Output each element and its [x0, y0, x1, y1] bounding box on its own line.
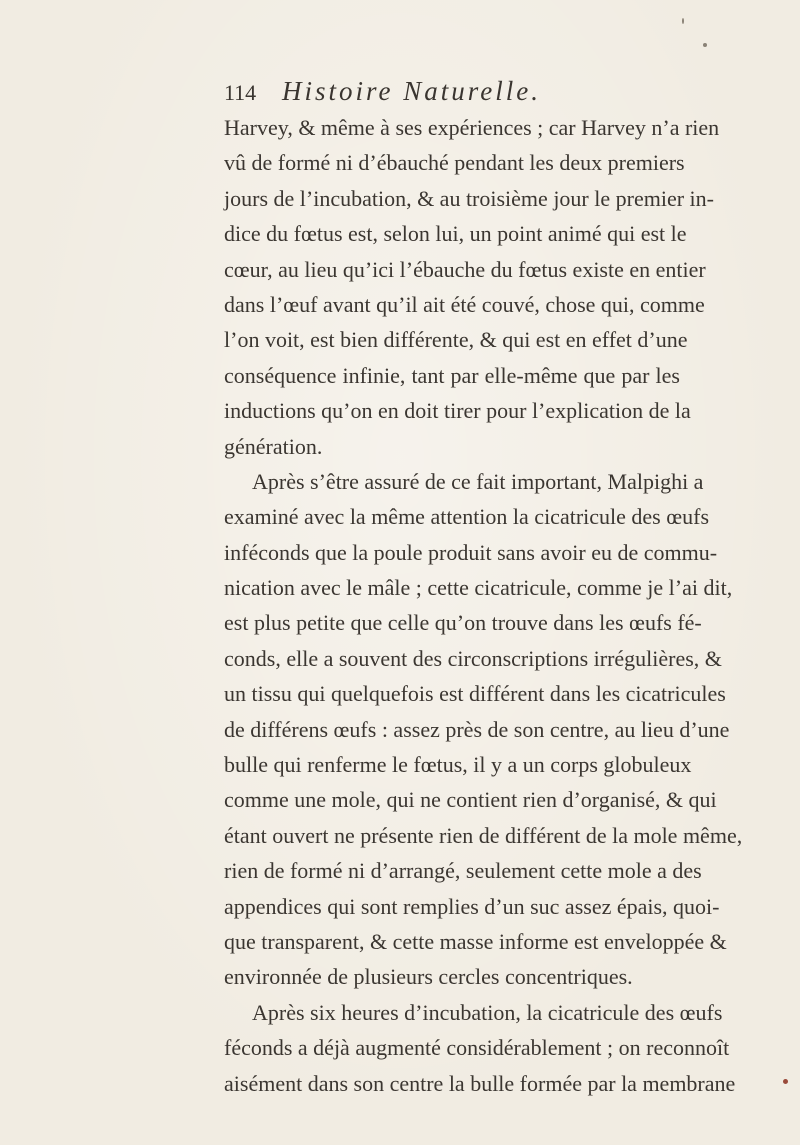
text-line: rien de formé ni d’arrangé, seulement cette mole a des [224, 858, 702, 884]
page-header [224, 76, 694, 106]
text-line: comme une mole, qui ne contient rien d’organisé, & qui [224, 787, 717, 813]
text-line: examiné avec la même attention la cicatricule des œufs [224, 504, 709, 530]
text-line: conséquence infinie, tant par elle-même que par les [224, 362, 680, 388]
running-title: Histoire Naturelle. [282, 76, 541, 106]
text-line: féconds a déjà augmenté considérablement ; on reconnoît [224, 1035, 730, 1061]
text-line: environnée de plusieurs cercles concentriques. [224, 964, 633, 990]
text-line: aisément dans son centre la bulle formée par la membrane [224, 1070, 736, 1096]
text-line: bulle qui renferme le fœtus, il y a un corps globuleux [224, 752, 692, 778]
paper-speck [682, 18, 684, 24]
page-number: 114 [224, 80, 257, 105]
text-line: de différens œufs : assez près de son centre, au lieu d’une [224, 716, 730, 742]
text-line: appendices qui sont remplies d’un suc assez épais, quoi- [224, 893, 720, 919]
text-line: cœur, au lieu qu’ici l’ébauche du fœtus existe en entier [224, 256, 706, 282]
text-line: inféconds que la poule produit sans avoir eu de commu- [224, 539, 718, 565]
text-line: conds, elle a souvent des circonscriptions irrégulières, & [224, 645, 722, 671]
text-line: génération. [224, 433, 323, 459]
text-line: inductions qu’on en doit tirer pour l’explication de la [224, 398, 691, 424]
text-line: vû de formé ni d’ébauché pendant les deux premiers [224, 150, 685, 176]
body-text [224, 110, 743, 1101]
text-line: Harvey, & même à ses expériences ; car Harvey n’a rien [224, 115, 720, 140]
text-line: que transparent, & cette masse informe est enveloppée & [224, 928, 727, 954]
text-line: nication avec le mâle ; cette cicatricule, comme je l’ai dit, [224, 575, 733, 601]
text-line: l’on voit, est bien différente, & qui est en effet d’une [224, 327, 688, 353]
text-line: dice du fœtus est, selon lui, un point animé qui est le [224, 221, 687, 247]
text-line: étant ouvert ne présente rien de différent de la mole même, [224, 822, 743, 848]
paper-speck [703, 43, 707, 47]
paragraph-start-line: Après s’être assuré de ce fait important, Malpighi a [252, 468, 704, 494]
text-line: est plus petite que celle qu’on trouve dans les œufs fé- [224, 610, 702, 636]
text-line: jours de l’incubation, & au troisième jour le premier in- [224, 185, 714, 211]
paragraph-start-line: Après six heures d’incubation, la cicatricule des œufs [252, 999, 723, 1025]
text-line: dans l’œuf avant qu’il ait été couvé, chose qui, comme [224, 291, 705, 317]
text-line: un tissu qui quelquefois est différent dans les cicatricules [224, 681, 726, 707]
paper-speck [783, 1079, 788, 1084]
